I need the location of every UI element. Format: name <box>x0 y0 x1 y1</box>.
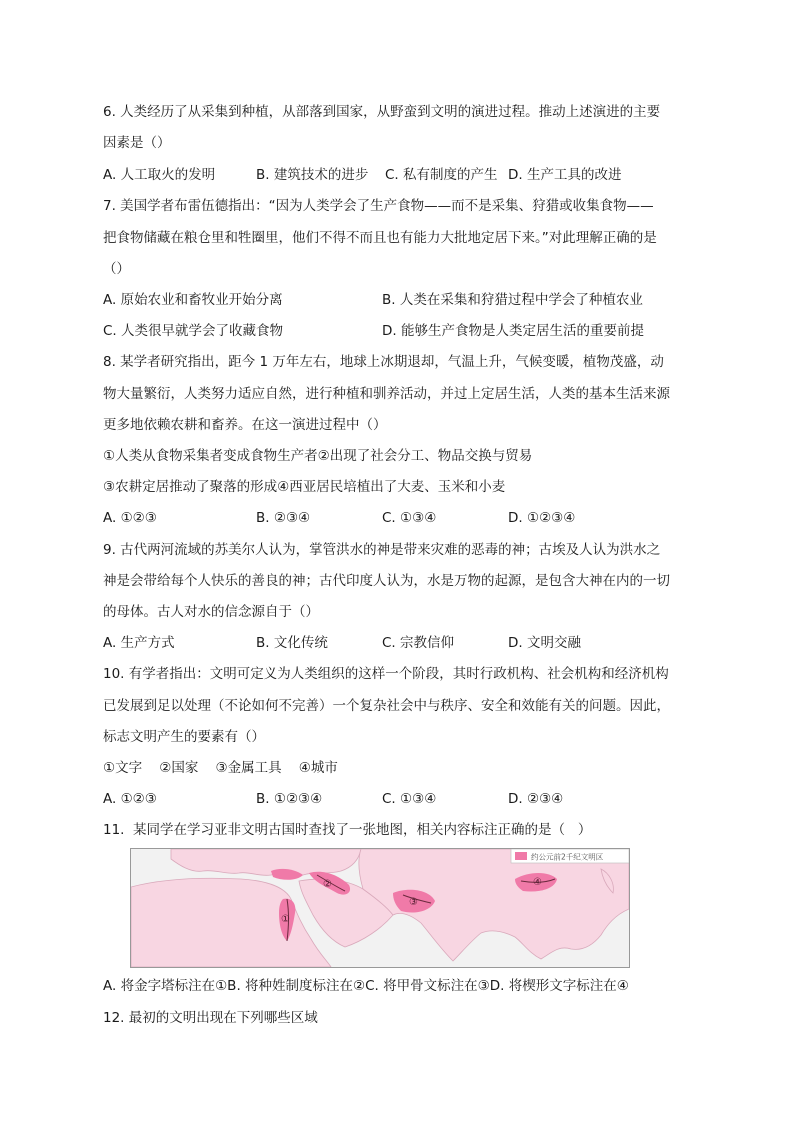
question-7-line-3: （） <box>103 261 130 277</box>
question-7-line-2: 把食物储藏在粮仓里和牲圈里，他们不得不而且也有能力大批地定居下来。”对此理解正确的是 <box>103 230 657 246</box>
map-marker-3: ③ <box>409 897 418 908</box>
q7-option-d[interactable]: D. 能够生产食物是人类定居生活的重要前提 <box>382 323 644 339</box>
map-graphic <box>131 849 629 967</box>
question-8-line-5: ③农耕定居推动了聚落的形成④西亚居民培植出了大麦、玉米和小麦 <box>103 479 506 495</box>
question-12-line-1: 12. 最初的文明出现在下列哪些区域 <box>103 1010 318 1026</box>
q7-option-a[interactable]: A. 原始农业和畜牧业开始分离 <box>103 292 283 308</box>
q7-option-c[interactable]: C. 人类很早就学会了收藏食物 <box>103 323 284 339</box>
q9-option-c[interactable]: C. 宗教信仰 <box>382 635 455 651</box>
question-8-line-3: 更多地依赖农耕和畜养。在这一演进过程中（） <box>103 417 387 433</box>
map-marker-1: ① <box>281 914 290 925</box>
question-10-line-4: ①文字 ②国家 ③金属工具 ④城市 <box>103 760 338 776</box>
q7-option-b[interactable]: B. 人类在采集和狩猎过程中学会了种植农业 <box>382 292 643 308</box>
q9-option-a[interactable]: A. 生产方式 <box>103 635 175 651</box>
q9-option-d[interactable]: D. 文明交融 <box>508 635 581 651</box>
question-8-line-4: ①人类从食物采集者变成食物生产者②出现了社会分工、物品交换与贸易 <box>103 448 533 464</box>
question-6-line-2: 因素是（） <box>103 135 171 151</box>
q9-option-b[interactable]: B. 文化传统 <box>256 635 328 651</box>
question-11-line-1: 11. 某同学在学习亚非文明古国时查找了一张地图，相关内容标注正确的是（ ） <box>103 822 592 838</box>
map-legend-label: 约公元前2千纪文明区 <box>531 852 604 862</box>
question-9-line-2: 神是会带给每个人快乐的善良的神；古代印度人认为，水是万物的起源，是包含大神在内的一切 <box>103 573 670 589</box>
q8-option-a[interactable]: A. ①②③ <box>103 510 157 526</box>
q10-option-a[interactable]: A. ①②③ <box>103 791 157 807</box>
question-7-line-1: 7. 美国学者布雷伍德指出：“因为人类学会了生产食物——而不是采集、狩猎或收集食物—— <box>103 198 654 214</box>
q6-option-c[interactable]: C. 私有制度的产生 <box>385 167 498 183</box>
ancient-civilizations-map <box>130 848 630 968</box>
q8-option-d[interactable]: D. ①②③④ <box>508 510 576 526</box>
q6-option-d[interactable]: D. 生产工具的改进 <box>508 167 622 183</box>
question-10-line-1: 10. 有学者指出：文明可定义为人类组织的这样一个阶段，其时行政机构、社会机构和经济机构 <box>103 666 669 682</box>
question-10-line-3: 标志文明产生的要素有（） <box>103 729 265 745</box>
q6-option-a[interactable]: A. 人工取火的发明 <box>103 167 216 183</box>
question-8-line-2: 物大量繁衍，人类努力适应自然，进行种植和驯养活动，并过上定居生活，人类的基本生活来源 <box>103 386 670 402</box>
map-marker-2: ② <box>323 879 332 890</box>
q11-options-line[interactable]: A. 将金字塔标注在①B. 将种姓制度标注在②C. 将甲骨文标注在③D. 将楔形文字标注在④ <box>103 978 629 994</box>
q8-option-b[interactable]: B. ②③④ <box>256 510 311 526</box>
map-marker-4: ④ <box>533 877 542 888</box>
question-9-line-3: 的母体。古人对水的信念源自于（） <box>103 604 319 620</box>
question-9-line-1: 9. 古代两河流域的苏美尔人认为，掌管洪水的神是带来灾难的恶毒的神；古埃及人认为洪水之 <box>103 542 661 558</box>
q8-option-c[interactable]: C. ①③④ <box>382 510 437 526</box>
q10-option-b[interactable]: B. ①②③④ <box>256 791 323 807</box>
question-6-line-1: 6. 人类经历了从采集到种植，从部落到国家，从野蛮到文明的演进过程。推动上述演进的主要 <box>103 104 661 120</box>
q10-option-c[interactable]: C. ①③④ <box>382 791 437 807</box>
q6-option-b[interactable]: B. 建筑技术的进步 <box>256 167 369 183</box>
question-8-line-1: 8. 某学者研究指出，距今 1 万年左右，地球上冰期退却，气温上升，气候变暖，植物茂盛，动 <box>103 354 664 370</box>
question-10-line-2: 已发展到足以处理（不论如何不完善）一个复杂社会中与秩序、安全和效能有关的问题。因此， <box>103 698 670 714</box>
map-legend-swatch <box>515 852 527 860</box>
q10-option-d[interactable]: D. ②③④ <box>508 791 564 807</box>
